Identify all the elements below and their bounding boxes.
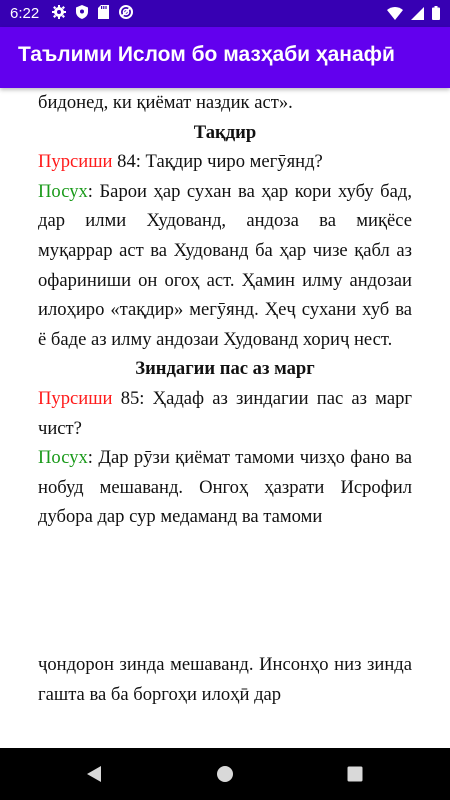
question-84 [38, 147, 412, 177]
page-break-gap [38, 532, 412, 650]
status-bar [0, 0, 450, 27]
app-bar [0, 27, 450, 88]
question-text: 85: Ҳадаф аз зиндагии пас аз марг чист? [38, 387, 412, 439]
shield-icon [76, 5, 88, 19]
article-content[interactable] [38, 88, 412, 748]
battery-icon [432, 6, 440, 20]
back-triangle-icon[interactable] [86, 765, 102, 783]
question-label: Пурсиши [38, 151, 113, 173]
navigation-bar [0, 748, 450, 800]
answer-label: Посух [38, 180, 88, 202]
question-text: 84: Тақдир чиро мегӯянд? [112, 151, 323, 173]
recents-square-icon[interactable] [347, 766, 363, 782]
gear-icon [52, 5, 66, 19]
status-system-icons [387, 6, 440, 20]
section-heading-afterlife: Зиндагии пас аз марг [135, 358, 315, 380]
app-title: Таълими Ислом бо мазҳаби ҳанафӣ [18, 43, 395, 66]
wifi-icon [387, 7, 403, 20]
status-notification-icons [52, 5, 133, 19]
answer-label: Посух [38, 447, 88, 469]
question-85 [38, 384, 412, 443]
question-label: Пурсиши [38, 387, 113, 409]
home-circle-icon[interactable] [216, 765, 234, 783]
answer-85-continuation: ҷондорон зинда мешаванд. Инсонҳо низ зинда гашта ва ба боргоҳи илоҳӣ дар [38, 653, 412, 705]
answer-84 [38, 177, 412, 355]
answer-text: : Дар рӯзи қиёмат тамоми чизҳо фано ва нобуд мешаванд. Онгоҳ ҳазрати Исрофил дубора дар сур медаманд ва тамоми [38, 447, 412, 528]
sd-card-icon [98, 5, 109, 19]
no-sim-icon [119, 5, 133, 19]
top-fragment: бидонед, ки қиёмат наздик аст». [38, 92, 293, 113]
status-time: 6:22 [10, 5, 40, 22]
answer-text: : Барои ҳар сухан ва ҳар кори хубу бад, дар илми Худованд, андоза ва миқёсе муқаррар аст ва Худованд ба ҳар чизе қабл аз офариниши он огоҳ аст. Ҳамин илму андозаи илоҳиро «тақдир» мегӯянд. Ҳеҷ сухани хуб ва ё баде аз илму андозаи Худованд хориҷ нест. [38, 180, 412, 350]
answer-85 [38, 443, 412, 532]
section-heading-taqdir: Тақдир [193, 121, 257, 143]
signal-icon [411, 7, 424, 20]
